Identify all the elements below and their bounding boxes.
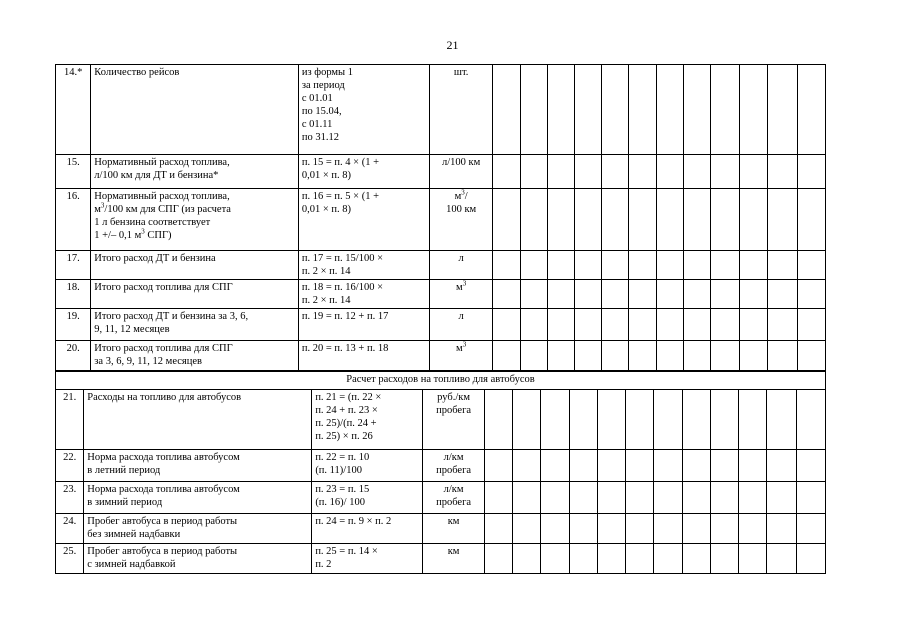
table-row — [56, 309, 826, 341]
value-cell — [626, 514, 654, 544]
value-cell — [541, 390, 569, 450]
value-cell — [569, 544, 597, 574]
row-formula: п. 17 = п. 15/100 × п. 2 × п. 14 — [298, 251, 429, 280]
value-cell — [541, 450, 569, 482]
value-cell — [493, 189, 520, 251]
value-cell — [520, 280, 547, 309]
value-cell — [796, 390, 825, 450]
value-cell — [629, 309, 656, 341]
value-cell — [796, 544, 825, 574]
row-unit: шт. — [429, 65, 492, 155]
value-cell — [656, 341, 683, 371]
value-cell — [767, 514, 796, 544]
value-cell — [569, 514, 597, 544]
value-cell — [574, 341, 601, 371]
value-cell — [626, 482, 654, 514]
value-cell — [493, 280, 520, 309]
value-cell — [493, 65, 520, 155]
row-name: Итого расход топлива для СПГ за 3, 6, 9, 11, 12 месяцев — [91, 341, 299, 371]
value-cell — [797, 189, 825, 251]
value-cell — [683, 251, 710, 280]
row-name: Итого расход ДТ и бензина — [91, 251, 299, 280]
value-cell — [569, 482, 597, 514]
row-unit: $м^3$ — [429, 280, 492, 309]
value-cell — [654, 390, 682, 450]
row-number: 19. — [56, 309, 91, 341]
value-cell — [796, 482, 825, 514]
row-formula: п. 18 = п. 16/100 × п. 2 × п. 14 — [298, 280, 429, 309]
value-cell — [683, 309, 710, 341]
row-name: Итого расход ДТ и бензина за 3, 6, 9, 11, 12 месяцев — [91, 309, 299, 341]
value-cell — [654, 482, 682, 514]
value-cell — [711, 251, 740, 280]
value-cell — [797, 155, 825, 189]
value-cell — [629, 155, 656, 189]
value-cell — [520, 309, 547, 341]
value-cell — [520, 65, 547, 155]
value-cell — [602, 65, 629, 155]
value-cell — [597, 514, 625, 544]
page-number: 21 — [446, 38, 459, 52]
value-cell — [739, 482, 767, 514]
row-formula: п. 19 = п. 12 + п. 17 — [298, 309, 429, 341]
value-cell — [710, 482, 738, 514]
value-cell — [682, 390, 710, 450]
row-unit: л/км пробега — [423, 450, 485, 482]
value-cell — [597, 482, 625, 514]
table-row — [56, 189, 826, 251]
value-cell — [739, 450, 767, 482]
value-cell — [513, 482, 541, 514]
value-cell — [711, 309, 740, 341]
value-cell — [768, 65, 797, 155]
value-cell — [654, 514, 682, 544]
value-cell — [629, 280, 656, 309]
value-cell — [629, 65, 656, 155]
value-cell — [710, 450, 738, 482]
value-cell — [541, 482, 569, 514]
value-cell — [493, 251, 520, 280]
value-cell — [520, 341, 547, 371]
row-formula: п. 20 = п. 13 + п. 18 — [298, 341, 429, 371]
row-unit: л/100 км — [429, 155, 492, 189]
value-cell — [602, 251, 629, 280]
row-name: Пробег автобуса в период работы без зимней надбавки — [84, 514, 312, 544]
value-cell — [710, 544, 738, 574]
table-row — [56, 280, 826, 309]
row-formula: п. 25 = п. 14 × п. 2 — [312, 544, 423, 574]
value-cell — [541, 544, 569, 574]
row-unit: км — [423, 514, 485, 544]
row-formula: п. 23 = п. 15 (п. 16)/ 100 — [312, 482, 423, 514]
row-name: Расходы на топливо для автобусов — [84, 390, 312, 450]
value-cell — [767, 482, 796, 514]
value-cell — [682, 514, 710, 544]
row-unit: л/км пробега — [423, 482, 485, 514]
table-row — [56, 482, 826, 514]
row-number: 14.* — [56, 65, 91, 155]
value-cell — [484, 544, 512, 574]
value-cell — [768, 251, 797, 280]
value-cell — [767, 544, 796, 574]
value-cell — [547, 189, 574, 251]
row-number: 24. — [56, 514, 84, 544]
table-row — [56, 341, 826, 371]
value-cell — [711, 155, 740, 189]
value-cell — [768, 341, 797, 371]
value-cell — [602, 280, 629, 309]
value-cell — [796, 514, 825, 544]
value-cell — [574, 65, 601, 155]
table-row — [56, 65, 826, 155]
value-cell — [656, 189, 683, 251]
value-cell — [797, 280, 825, 309]
value-cell — [797, 309, 825, 341]
value-cell — [656, 251, 683, 280]
section-title: Расчет расходов на топливо для автобусов — [56, 372, 826, 390]
value-cell — [569, 390, 597, 450]
value-cell — [541, 514, 569, 544]
value-cell — [768, 155, 797, 189]
value-cell — [797, 341, 825, 371]
table-row — [56, 251, 826, 280]
value-cell — [547, 155, 574, 189]
row-number: 23. — [56, 482, 84, 514]
table-row — [56, 450, 826, 482]
value-cell — [656, 155, 683, 189]
value-cell — [740, 309, 768, 341]
value-cell — [597, 544, 625, 574]
value-cell — [683, 341, 710, 371]
value-cell — [513, 514, 541, 544]
row-unit: руб./км пробега — [423, 390, 485, 450]
value-cell — [547, 65, 574, 155]
row-name: Норма расхода топлива автобусом в зимний период — [84, 482, 312, 514]
value-cell — [629, 341, 656, 371]
row-number: 22. — [56, 450, 84, 482]
value-cell — [654, 544, 682, 574]
value-cell — [520, 189, 547, 251]
value-cell — [711, 189, 740, 251]
value-cell — [682, 482, 710, 514]
value-cell — [574, 309, 601, 341]
value-cell — [547, 280, 574, 309]
value-cell — [626, 544, 654, 574]
row-formula: п. 15 = п. 4 × (1 + 0,01 × п. 8) — [298, 155, 429, 189]
table-row — [56, 544, 826, 574]
value-cell — [484, 514, 512, 544]
value-cell — [569, 450, 597, 482]
value-cell — [796, 450, 825, 482]
fuel-table-top — [55, 64, 826, 371]
row-formula: п. 21 = (п. 22 × п. 24 + п. 23 × п. 25)/(п. 24 + п. 25) × п. 26 — [312, 390, 423, 450]
value-cell — [656, 280, 683, 309]
row-unit: л — [429, 309, 492, 341]
value-cell — [602, 309, 629, 341]
fuel-table-bottom — [55, 371, 826, 574]
value-cell — [711, 341, 740, 371]
value-cell — [710, 390, 738, 450]
value-cell — [683, 280, 710, 309]
row-number: 21. — [56, 390, 84, 450]
row-number: 18. — [56, 280, 91, 309]
row-number: 16. — [56, 189, 91, 251]
value-cell — [602, 341, 629, 371]
row-unit: км — [423, 544, 485, 574]
row-number: 17. — [56, 251, 91, 280]
value-cell — [602, 155, 629, 189]
value-cell — [740, 189, 768, 251]
row-unit: $м^3$ — [429, 341, 492, 371]
value-cell — [484, 482, 512, 514]
row-formula: из формы 1 за период с 01.01 по 15.04, с 01.11 по 31.12 — [298, 65, 429, 155]
table-row — [56, 390, 826, 450]
value-cell — [547, 309, 574, 341]
value-cell — [740, 280, 768, 309]
table-row — [56, 514, 826, 544]
value-cell — [682, 450, 710, 482]
value-cell — [493, 155, 520, 189]
value-cell — [484, 390, 512, 450]
value-cell — [597, 390, 625, 450]
value-cell — [629, 251, 656, 280]
value-cell — [520, 155, 547, 189]
row-number: 15. — [56, 155, 91, 189]
value-cell — [683, 65, 710, 155]
value-cell — [520, 251, 547, 280]
row-name: Количество рейсов — [91, 65, 299, 155]
row-name: Нормативный расход топлива, л/100 км для ДТ и бензина* — [91, 155, 299, 189]
row-unit: л — [429, 251, 492, 280]
row-number: 20. — [56, 341, 91, 371]
row-number: 25. — [56, 544, 84, 574]
value-cell — [767, 450, 796, 482]
value-cell — [739, 544, 767, 574]
value-cell — [682, 544, 710, 574]
value-cell — [797, 251, 825, 280]
row-name: Норма расхода топлива автобусом в летний период — [84, 450, 312, 482]
value-cell — [768, 280, 797, 309]
value-cell — [740, 341, 768, 371]
value-cell — [547, 341, 574, 371]
value-cell — [711, 280, 740, 309]
value-cell — [626, 390, 654, 450]
value-cell — [547, 251, 574, 280]
value-cell — [597, 450, 625, 482]
value-cell — [739, 390, 767, 450]
value-cell — [513, 544, 541, 574]
value-cell — [574, 155, 601, 189]
row-formula: п. 22 = п. 10 (п. 11)/100 — [312, 450, 423, 482]
value-cell — [574, 189, 601, 251]
value-cell — [739, 514, 767, 544]
value-cell — [710, 514, 738, 544]
value-cell — [484, 450, 512, 482]
value-cell — [740, 251, 768, 280]
row-name: Итого расход топлива для СПГ — [91, 280, 299, 309]
value-cell — [740, 65, 768, 155]
value-cell — [767, 390, 796, 450]
value-cell — [493, 341, 520, 371]
value-cell — [574, 251, 601, 280]
value-cell — [797, 65, 825, 155]
table-row — [56, 155, 826, 189]
value-cell — [513, 390, 541, 450]
value-cell — [740, 155, 768, 189]
value-cell — [768, 189, 797, 251]
value-cell — [493, 309, 520, 341]
value-cell — [711, 65, 740, 155]
value-cell — [629, 189, 656, 251]
value-cell — [683, 155, 710, 189]
value-cell — [656, 309, 683, 341]
value-cell — [768, 309, 797, 341]
value-cell — [656, 65, 683, 155]
value-cell — [654, 450, 682, 482]
row-formula: п. 16 = п. 5 × (1 + 0,01 × п. 8) — [298, 189, 429, 251]
row-name: Пробег автобуса в период работы с зимней надбавкой — [84, 544, 312, 574]
value-cell — [602, 189, 629, 251]
row-name: Нормативный расход топлива, $м^3/100$ км для СПГ (из расчета 1 л бензина соответствует 1 +/– 0,1 $м^3$ СПГ) — [91, 189, 299, 251]
value-cell — [513, 450, 541, 482]
row-formula: п. 24 = п. 9 × п. 2 — [312, 514, 423, 544]
value-cell — [574, 280, 601, 309]
row-unit: $м^3/$ 100 км — [429, 189, 492, 251]
value-cell — [626, 450, 654, 482]
value-cell — [683, 189, 710, 251]
